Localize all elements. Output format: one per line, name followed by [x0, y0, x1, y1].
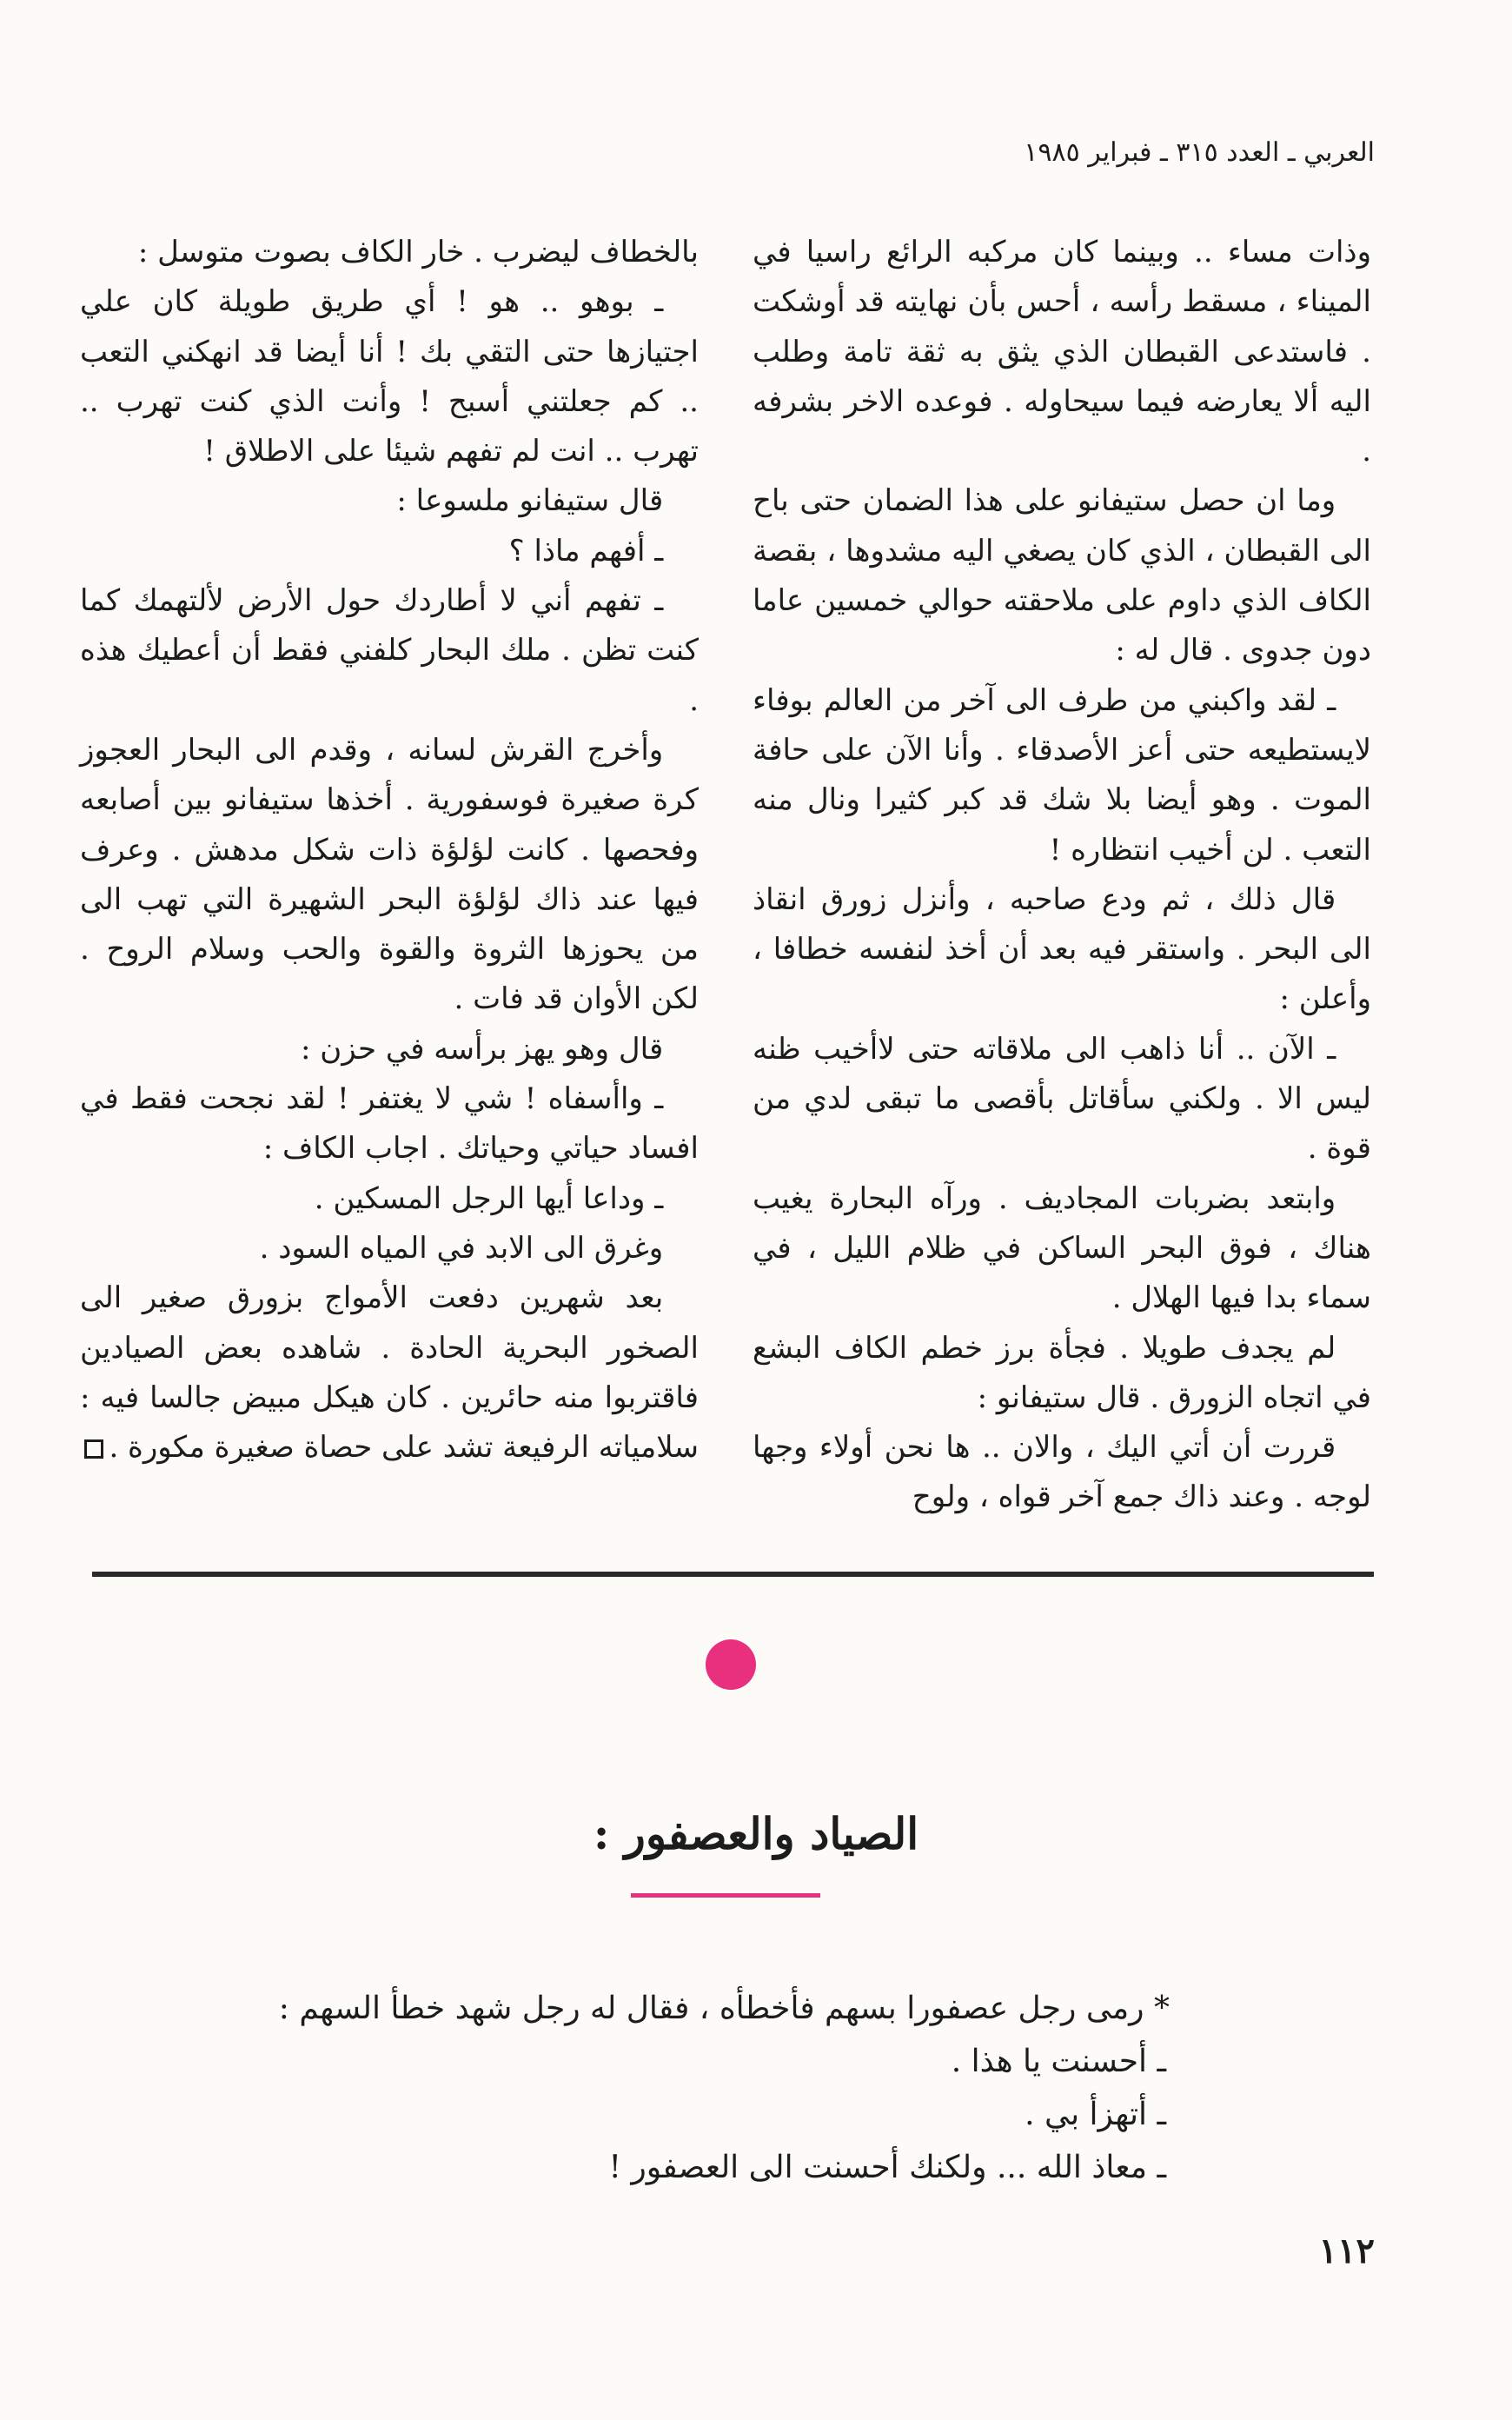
article-column-right: [753, 228, 1371, 1523]
dialogue-line: ـ أحسنت يا هذا .: [951, 2044, 1166, 2079]
story-title: الصياد والعصفور :: [593, 1808, 919, 1859]
pink-dot-ornament-icon: [706, 1639, 756, 1690]
paragraph: ـ وداعا أيها الرجل المسكين .: [314, 1180, 664, 1216]
article-column-left: [80, 228, 699, 1473]
paragraph: وما ان حصل ستيفانو على هذا الضمان حتى باح الى القبطان ، الذي كان يصغي اليه مشدوها ، بقصة الكاف الذي داوم على ملاحقته حوالي خمسين عاما دون جدوى . قال له :: [753, 483, 1371, 668]
section-divider-rule: [92, 1572, 1374, 1577]
paragraph: وذات مساء .. وبينما كان مركبه الرائع راسيا في الميناء ، مسقط رأسه ، أحس بأن نهايته قد أوشكت . فاستدعى القبطان الذي يثق به ثقة تامة وطلب اليه ألا يعارضه فيما سيحاوله . فوعده الاخر بشرفه .: [753, 235, 1371, 469]
paragraph: ـ واأسفاه ! شي لا يغتفر ! لقد نجحت فقط في افساد حياتي وحياتك . اجاب الكاف :: [80, 1081, 699, 1167]
page-number: ١١٢: [1318, 2231, 1375, 2271]
paragraph: ـ الآن .. أنا ذاهب الى ملاقاته حتى لاأخيب ظنه ليس الا . ولكني سأقاتل بأقصى ما تبقى لدي من قوة .: [753, 1031, 1371, 1167]
paragraph-final: [80, 1273, 699, 1473]
paragraph: ـ تفهم أني لا أطاردك حول الأرض لألتهمك كما كنت تظن . ملك البحار كلفني فقط أن أعطيك هذه .: [80, 583, 699, 718]
title-underline: [631, 1893, 820, 1898]
dialogue-line: ـ أتهزأ بي .: [1025, 2097, 1166, 2132]
paragraph: بالخطاف ليضرب . خار الكاف بصوت متوسل :: [137, 235, 699, 269]
paragraph: قررت أن أتي اليك ، والان .. ها نحن أولاء وجها لوجه . وعند ذاك جمع آخر قواه ، ولوح: [753, 1430, 1371, 1515]
paragraph: وأخرج القرش لسانه ، وقدم الى البحار العجوز كرة صغيرة فوسفورية . أخذها ستيفانو بين أصابعه وفحصها . كانت لؤلؤة ذات شكل مدهش . وعرف فيها عند ذاك لؤلؤة البحر الشهيرة التي تهب الى من يحوزها الثروة والقوة والحب وسلام الروح . لكن الأوان قد فات .: [80, 732, 699, 1017]
dialogue-line: ـ معاذ الله ... ولكنك أحسنت الى العصفور !: [608, 2150, 1166, 2185]
paragraph: ـ أفهم ماذا ؟: [508, 533, 664, 568]
paragraph-text: بعد شهرين دفعت الأمواج بزورق صغير الى الصخور البحرية الحادة . شاهده بعض الصيادين فاقتربوا منه حائرين . كان هيكل مبيض جالسا فيه : سلامياته الرفيعة تشد على حصاة صغيرة مكورة .: [80, 1280, 699, 1466]
paragraph: قال ستيفانو ملسوعا :: [396, 483, 664, 519]
paragraph: ـ بوهو .. هو ! أي طريق طويلة كان علي اجتيازها حتى التقي بك ! أنا أيضا قد انهكني التعب .. كم جعلتني أسبح ! وأنت الذي كنت تهرب .. تهرب .. انت لم تفهم شيئا على الاطلاق !: [80, 284, 699, 469]
paragraph: وغرق الى الابد في المياه السود .: [259, 1230, 664, 1266]
anecdote-line: * رمى رجل عصفورا بسهم فأخطأه ، فقال له رجل شهد خطأ السهم :: [278, 1991, 1170, 2026]
paragraph: قال وهو يهز برأسه في حزن :: [301, 1031, 664, 1067]
end-of-article-square-icon: [84, 1439, 103, 1459]
paragraph: ـ لقد واكبني من طرف الى آخر من العالم بوفاء لايستطيعه حتى أعز الأصدقاء . وأنا الآن على حافة الموت . وهو أيضا بلا شك قد كبر كثيرا ونال منه التعب . لن أخيب انتظاره !: [753, 682, 1371, 868]
paragraph: لم يجدف طويلا . فجأة برز خطم الكاف البشع في اتجاه الزورق . قال ستيفانو :: [753, 1330, 1371, 1415]
paragraph: وابتعد بضربات المجاديف . ورآه البحارة يغيب هناك ، فوق البحر الساكن في ظلام الليل ، في سماء بدا فيها الهلال .: [753, 1180, 1371, 1316]
paragraph: قال ذلك ، ثم ودع صاحبه ، وأنزل زورق انقاذ الى البحر . واستقر فيه بعد أن أخذ لنفسه خطافا ، وأعلن :: [753, 881, 1371, 1017]
anecdote-block: [278, 1982, 1170, 2194]
running-header: العربي ـ العدد ٣١٥ ـ فبراير ١٩٨٥: [1024, 137, 1375, 168]
